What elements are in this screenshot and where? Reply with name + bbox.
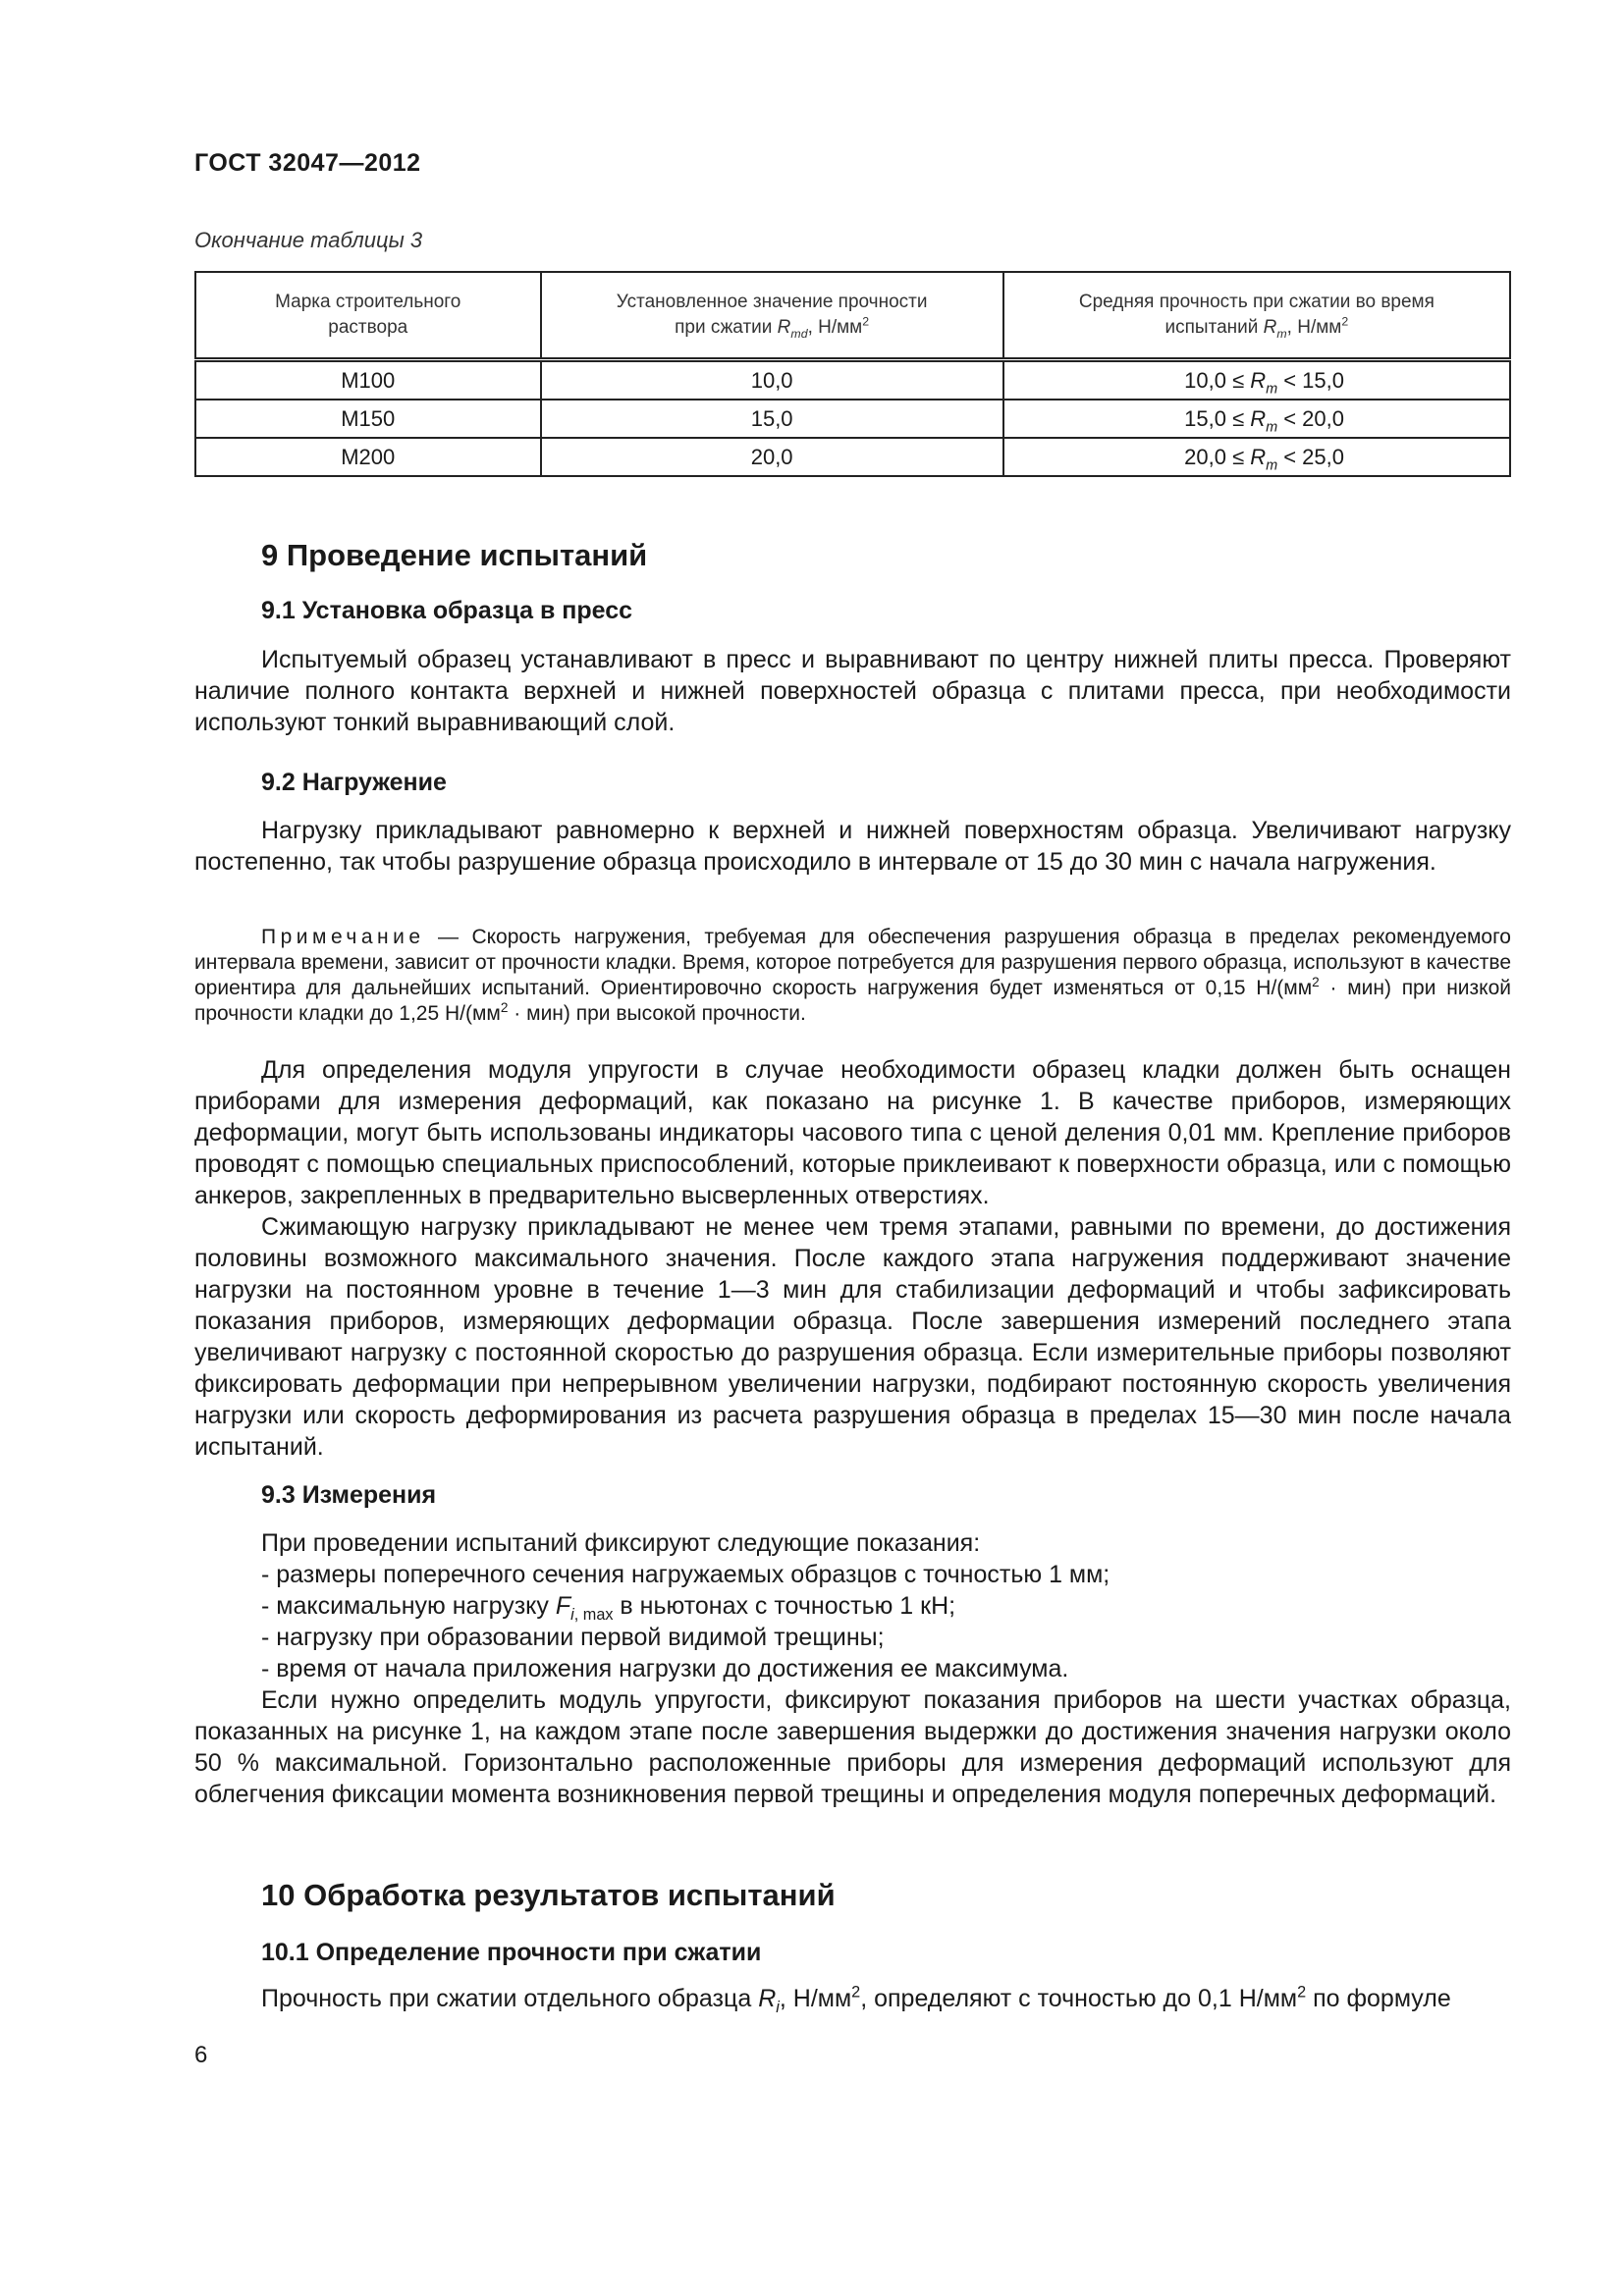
section-9-2-heading: 9.2 Нагружение (261, 769, 447, 796)
table-header-row (195, 272, 1510, 360)
column-header-grade: Марка строительного раствора (195, 272, 541, 360)
cell-rm: $20,0 \le R_m < 25,0$ (1003, 438, 1510, 476)
table-row (195, 400, 1510, 438)
section-9-2-note: Примечание — Скорость нагружения, требуемая для обеспечения разрушения образца в пределах рекомендуемого интервала времени, зависит от прочности кладки. Время, которое потребуется для разрушения первого образца, используют в качестве ориентира для дальнейших испытаний. Ориентировочно скорость нагружения будет изменяться от 0,15 $Н/(мм^2 \cdot мин)$ при низкой прочности кладки до 1,25 $Н/(мм^2 \cdot мин)$ при высокой прочности. (194, 926, 1511, 1025)
section-10-1-heading: 10.1 Определение прочности при сжатии (261, 1939, 762, 1966)
cell-rm: $10,0 \le R_m < 15,0$ (1003, 360, 1510, 400)
standard-header: ГОСТ 32047—2012 (194, 149, 421, 177)
list-item: - максимальную нагрузку $F_{i, max}$ в ньютонах с точностью 1 кН; (261, 1592, 956, 1624)
section-9-3-paragraph: Если нужно определить модуль упругости, фиксируют показания приборов на шести участках образца, показанных на рисунке 1, на каждом этапе после завершения выдержки до достижения значения нагрузки около 50 % максимальной. Горизонтально расположенные приборы для измерения деформаций используют для облегчения фиксации момента возникновения первой трещины и определения модуля поперечных деформаций. (194, 1686, 1511, 1808)
section-9-2-paragraph-3: Сжимающую нагрузку прикладывают не менее чем тремя этапами, равными по времени, до достижения половины возможного максимального значения. После каждого этапа нагружения поддерживают значение нагрузки на постоянном уровне в течение 1—3 мин для стабилизации деформаций и чтобы зафиксировать показания приборов, измеряющих деформации образца. После завершения измерений последнего этапа увеличивают нагрузку с постоянной скоростью до разрушения образца. Если измерительные приборы позволяют фиксировать деформации при непрерывном увеличении нагрузки, подбирают постоянную скорость увеличения нагрузки или скорость деформирования из расчета разрушения образца в пределах 15—30 мин после начала испытаний. (194, 1213, 1511, 1461)
column-header-rm: Средняя прочность при сжатии во время испытаний $R_m$, $Н/мм^2$ (1003, 272, 1510, 360)
section-10-1-paragraph: Прочность при сжатии отдельного образца $R_i$, $Н/мм^2$, определяют с точностью до 0,1 $Н/мм^2$ по формуле (261, 1983, 1451, 2016)
cell-rm: $15,0 \le R_m < 20,0$ (1003, 400, 1510, 438)
section-9-2-paragraph-1: Нагрузку прикладывают равномерно к верхней и нижней поверхностям образца. Увеличивают нагрузку постепенно, так чтобы разрушение образца происходило в интервале от 15 до 30 мин с начала нагружения. (194, 817, 1511, 876)
page-number: 6 (194, 2042, 208, 2068)
list-item: - размеры поперечного сечения нагружаемых образцов с точностью 1 мм; (261, 1561, 1110, 1588)
table-row (195, 360, 1510, 400)
section-9-2-paragraph-2: Для определения модуля упругости в случае необходимости образец кладки должен быть оснащен приборами для измерения деформаций, как показано на рисунке 1. В качестве приборов, измеряющих деформации, могут быть использованы индикаторы часового типа с ценой деления 0,01 мм. Крепление приборов проводят с помощью специальных приспособлений, которые приклеивают к поверхности образца, или с помощью анкеров, закрепленных в предварительно высверленных отверстиях. (194, 1056, 1511, 1209)
section-9-1-heading: 9.1 Установка образца в пресс (261, 597, 633, 624)
cell-grade: М200 (195, 438, 541, 476)
cell-grade: М150 (195, 400, 541, 438)
section-10-heading: 10 Обработка результатов испытаний (261, 1878, 836, 1912)
column-header-rmd: Установленное значение прочности при сжатии $R_{md}$, $Н/мм^2$ (541, 272, 1003, 360)
cell-grade: М100 (195, 360, 541, 400)
table-caption: Окончание таблицы 3 (194, 228, 423, 252)
list-item: - нагрузку при образовании первой видимой трещины; (261, 1624, 885, 1651)
cell-rmd: 15,0 (541, 400, 1003, 438)
strength-table (194, 271, 1511, 477)
table-row (195, 438, 1510, 476)
section-9-3-intro: При проведении испытаний фиксируют следующие показания: (261, 1529, 981, 1557)
section-9-3-heading: 9.3 Измерения (261, 1481, 437, 1509)
cell-rmd: 10,0 (541, 360, 1003, 400)
section-9-1-paragraph: Испытуемый образец устанавливают в пресс и выравнивают по центру нижней плиты пресса. Проверяют наличие полного контакта верхней и нижней поверхностей образца с плитами пресса, при необходимости используют тонкий выравнивающий слой. (194, 646, 1511, 736)
list-item: - время от начала приложения нагрузки до достижения ее максимума. (261, 1655, 1069, 1682)
section-9-heading: 9 Проведение испытаний (261, 538, 648, 572)
cell-rmd: 20,0 (541, 438, 1003, 476)
